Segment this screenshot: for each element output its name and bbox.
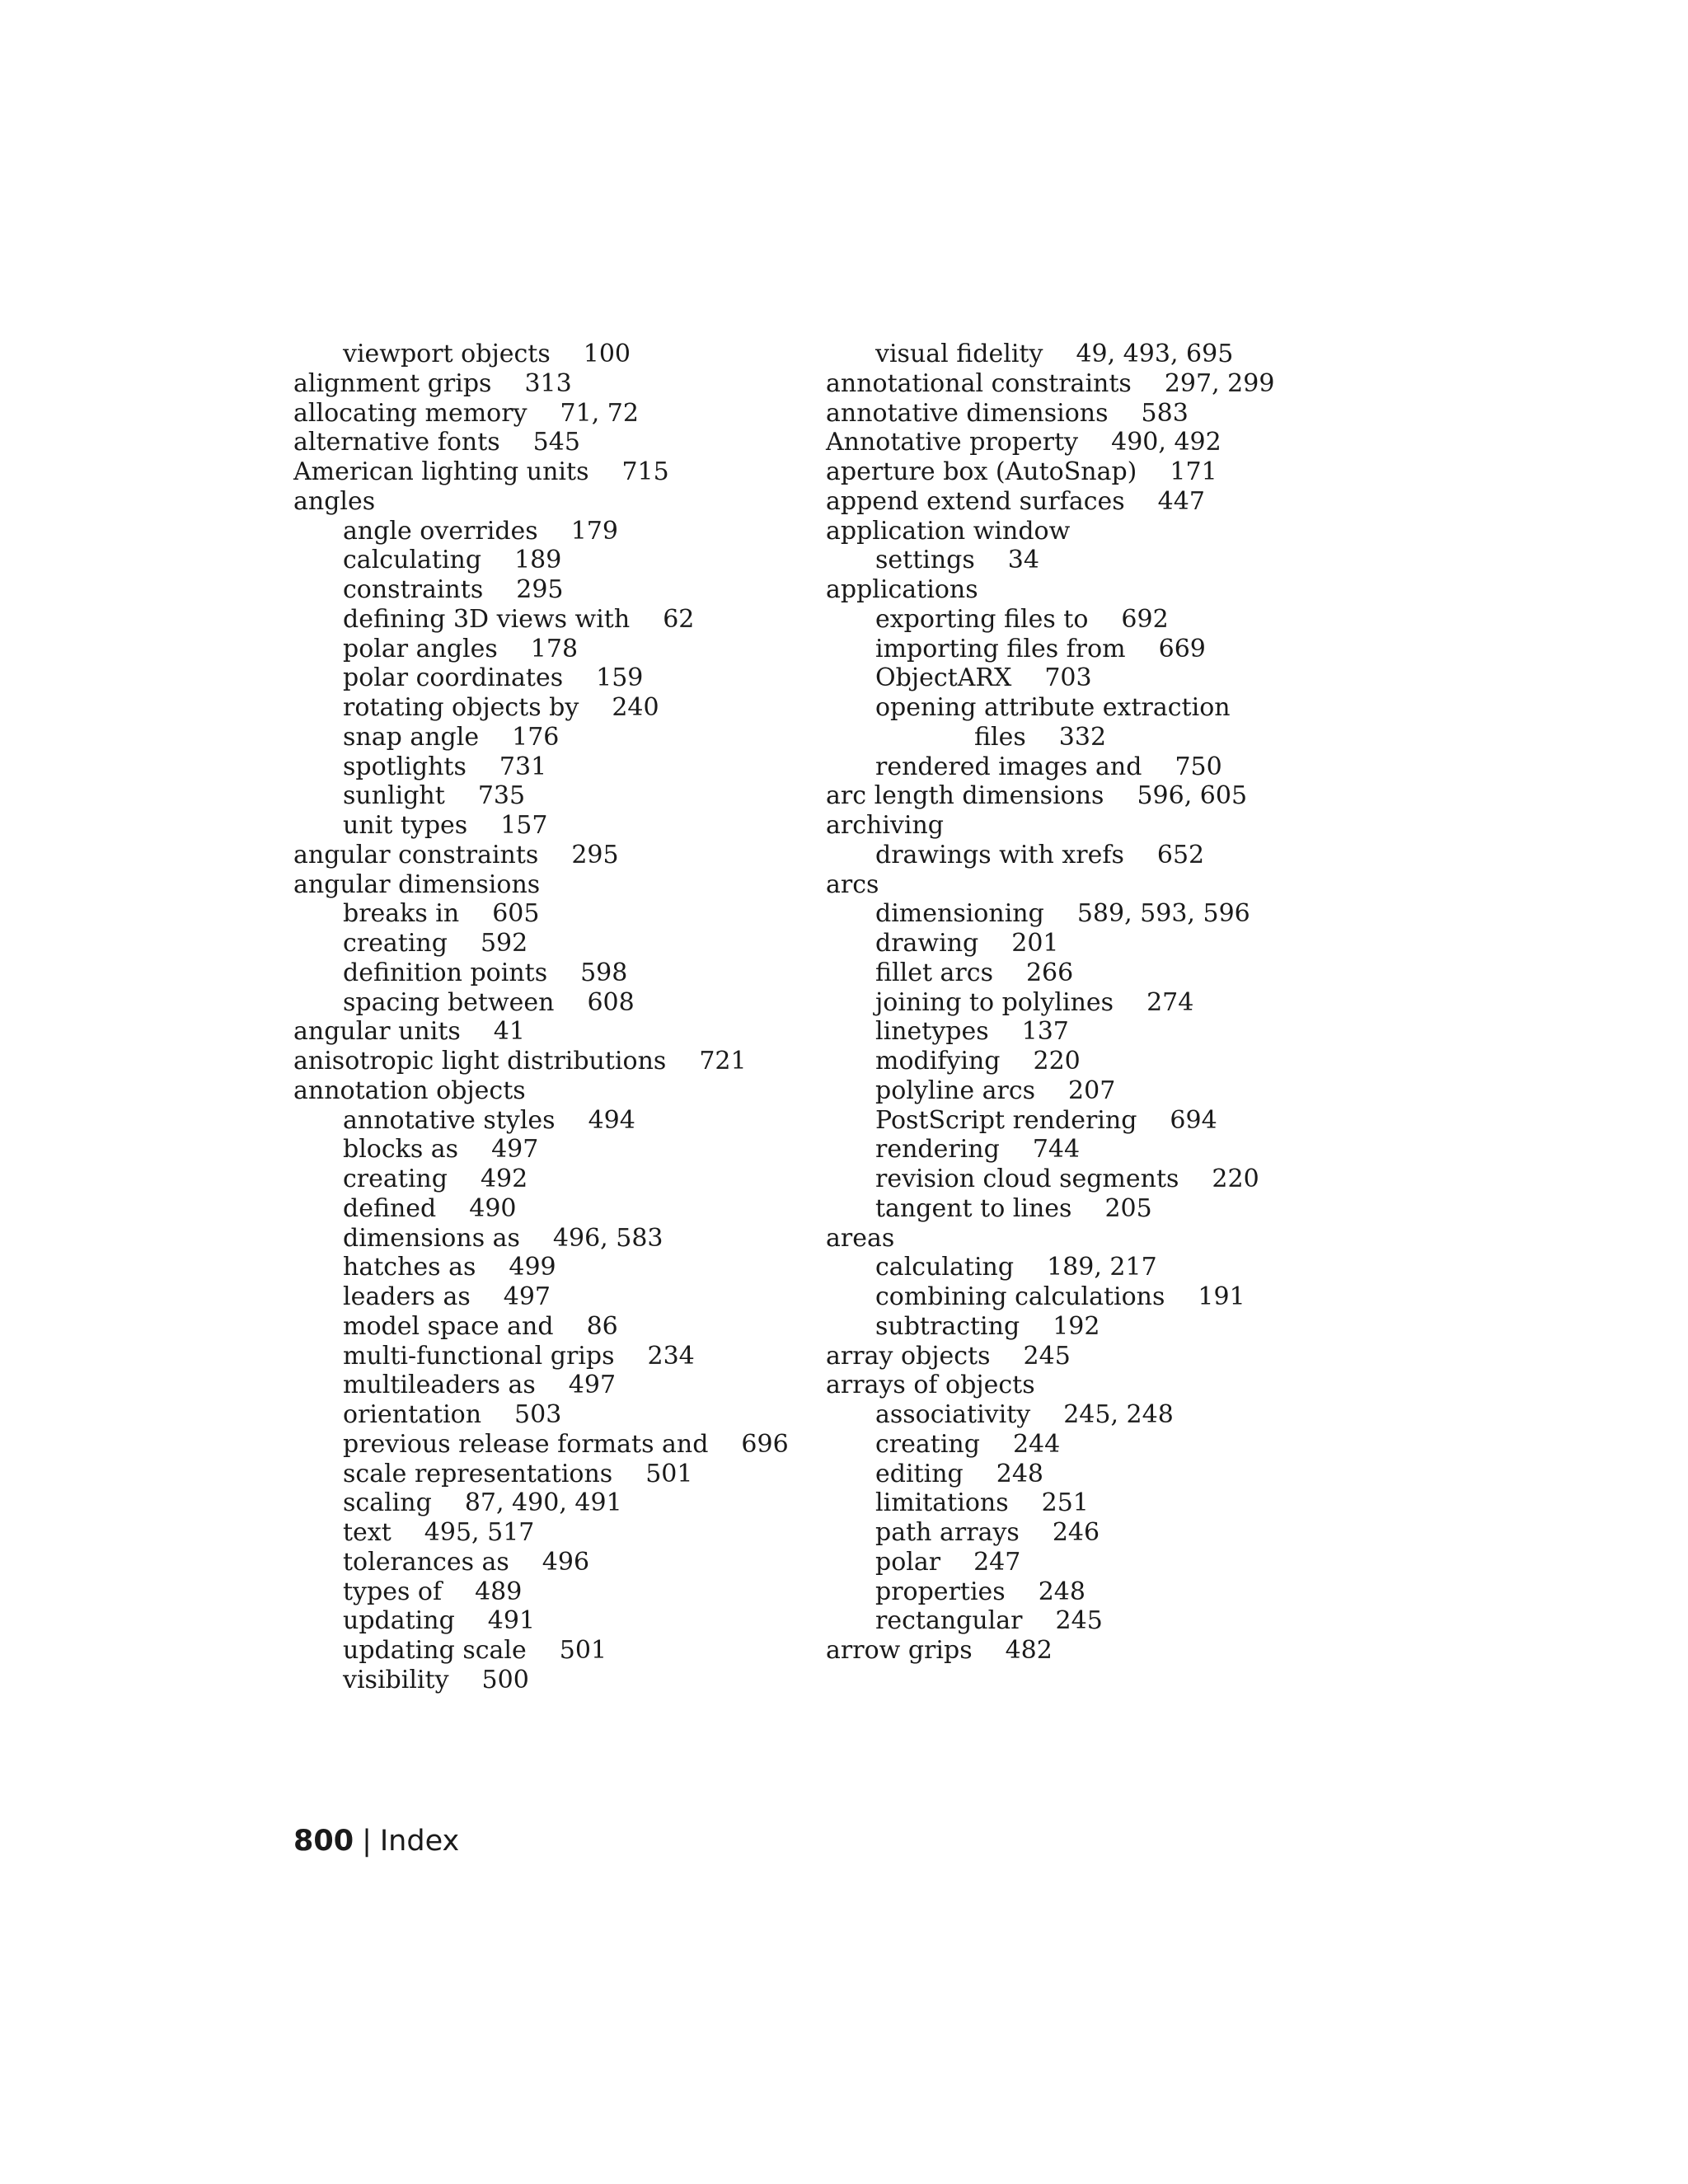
index-term: opening attribute extraction	[875, 693, 1231, 722]
index-page-refs: 583	[1141, 398, 1189, 428]
index-term: files	[974, 722, 1026, 752]
index-subentry	[293, 752, 804, 782]
index-page-refs: 598	[580, 958, 628, 987]
index-page-refs: 49, 493, 695	[1076, 340, 1234, 368]
index-subentry	[293, 1253, 804, 1282]
index-page-refs: 248	[996, 1459, 1043, 1488]
index-entry	[826, 1342, 1370, 1371]
index-term: angle overrides	[343, 516, 538, 546]
index-subentry	[293, 1165, 804, 1194]
index-page-refs: 157	[500, 811, 548, 840]
index-subentry	[293, 1636, 804, 1666]
index-page-refs: 34	[1007, 546, 1039, 575]
index-page-refs: 234	[647, 1341, 695, 1371]
index-subentry	[826, 1282, 1370, 1312]
index-subentry	[826, 752, 1370, 782]
index-term: combining calculations	[875, 1282, 1165, 1311]
index-term: updating scale	[343, 1636, 527, 1665]
index-term: rotating objects by	[343, 693, 579, 722]
index-term: drawing	[875, 929, 979, 958]
index-term: alignment grips	[293, 368, 492, 398]
index-entry	[826, 575, 1370, 605]
index-term: Annotative property	[826, 428, 1079, 457]
index-term: areas	[826, 1223, 895, 1253]
index-term: array objects	[826, 1341, 991, 1371]
index-subentry	[293, 723, 804, 752]
index-term: rectangular	[875, 1606, 1023, 1636]
index-page-refs: 248	[1038, 1577, 1085, 1606]
index-page-refs: 201	[1011, 929, 1059, 958]
index-subentry	[293, 1666, 804, 1695]
index-page-refs: 482	[1005, 1636, 1053, 1665]
index-page-refs: 495, 517	[424, 1518, 535, 1547]
index-term: scaling	[343, 1488, 432, 1518]
index-page-refs: 192	[1053, 1311, 1100, 1341]
index-subentry	[293, 1488, 804, 1518]
index-page-refs: 245, 248	[1063, 1400, 1174, 1429]
index-term: revision cloud segments	[875, 1165, 1179, 1193]
index-term: sunlight	[343, 781, 445, 811]
index-page-refs: 497	[503, 1282, 551, 1311]
index-subentry	[293, 1312, 804, 1342]
index-term: spotlights	[343, 752, 467, 781]
index-term: modifying	[875, 1047, 1001, 1076]
index-subentry	[293, 663, 804, 693]
index-term: path arrays	[875, 1518, 1020, 1547]
index-page-refs: 220	[1212, 1165, 1259, 1193]
index-page-refs: 503	[514, 1400, 562, 1429]
index-subentry	[826, 1194, 1370, 1224]
index-term: model space and	[343, 1311, 554, 1341]
index-term: ObjectARX	[875, 663, 1012, 693]
index-subentry	[826, 1106, 1370, 1136]
index-term: anisotropic light distributions	[293, 1047, 667, 1076]
index-entry	[293, 1047, 804, 1076]
index-term: angles	[293, 486, 376, 516]
index-term: application window	[826, 516, 1071, 546]
index-subentry	[826, 1430, 1370, 1460]
index-page-refs: 245	[1055, 1606, 1103, 1636]
index-term: polyline arcs	[875, 1076, 1036, 1105]
index-entry	[293, 457, 804, 487]
index-subentry	[826, 1135, 1370, 1165]
index-term: annotative dimensions	[826, 398, 1109, 428]
index-entry	[826, 487, 1370, 517]
index-entry	[826, 399, 1370, 429]
index-term: leaders as	[343, 1282, 471, 1311]
index-column-right	[826, 340, 1370, 1666]
index-page-refs: 735	[477, 781, 526, 811]
index-page-refs: 501	[645, 1459, 693, 1488]
index-page-refs: 244	[1012, 1429, 1061, 1459]
index-term: viewport objects	[343, 340, 551, 368]
index-term: visibility	[343, 1665, 449, 1694]
index-subentry	[826, 841, 1370, 870]
index-term: defined	[343, 1193, 437, 1223]
index-term: previous release formats and	[343, 1429, 709, 1459]
index-page-refs: 176	[512, 722, 560, 752]
index-page-refs: 332	[1058, 722, 1107, 752]
index-subentry	[826, 1312, 1370, 1342]
index-column-left	[293, 340, 804, 1695]
index-term: angular dimensions	[293, 869, 541, 899]
index-term: dimensioning	[875, 899, 1044, 929]
index-subentry	[293, 1460, 804, 1489]
index-page-refs: 596, 605	[1137, 781, 1248, 811]
index-page-refs: 731	[499, 752, 547, 781]
index-term: limitations	[875, 1488, 1009, 1518]
index-page-refs: 703	[1044, 663, 1092, 693]
index-page-refs: 87, 490, 491	[464, 1488, 622, 1518]
index-term: breaks in	[343, 899, 460, 929]
index-term: annotative styles	[343, 1105, 556, 1135]
index-subentry	[826, 546, 1370, 575]
index-page-refs: 501	[559, 1636, 607, 1665]
index-subentry	[293, 1518, 804, 1548]
index-page-refs: 694	[1170, 1105, 1217, 1135]
index-page-refs: 251	[1041, 1488, 1089, 1518]
index-term: multileaders as	[343, 1371, 536, 1400]
index-term: hatches as	[343, 1253, 476, 1282]
index-page-refs: 447	[1157, 486, 1205, 516]
index-page-refs: 494	[588, 1105, 635, 1135]
index-entry	[826, 428, 1370, 457]
index-term: arc length dimensions	[826, 781, 1104, 811]
index-subentry	[826, 988, 1370, 1018]
index-subentry	[293, 1371, 804, 1400]
index-page-refs: 240	[612, 693, 659, 722]
index-term: creating	[343, 929, 448, 958]
index-page-refs: 692	[1121, 604, 1169, 634]
index-term: rendered images and	[875, 752, 1142, 781]
index-term: updating	[343, 1606, 455, 1636]
index-term: calculating	[875, 1253, 1015, 1282]
index-page-refs: 721	[699, 1047, 747, 1076]
index-page-refs: 295	[571, 840, 619, 869]
index-term: applications	[826, 575, 978, 604]
index-page-refs: 497	[491, 1135, 539, 1165]
index-page-refs: 499	[509, 1253, 556, 1282]
index-subentry	[826, 1606, 1370, 1636]
index-page-refs: 245	[1023, 1341, 1071, 1371]
index-subentry	[826, 663, 1370, 693]
index-page-refs: 41	[493, 1017, 525, 1047]
index-term: text	[343, 1518, 392, 1547]
index-term: polar	[875, 1547, 941, 1577]
index-subentry	[826, 635, 1370, 664]
index-page-refs: 744	[1032, 1135, 1081, 1165]
index-term: polar angles	[343, 634, 498, 663]
index-page-refs: 295	[516, 575, 564, 604]
index-page-refs: 220	[1033, 1047, 1081, 1076]
index-page-refs: 497	[568, 1371, 617, 1400]
index-term: polar coordinates	[343, 663, 564, 693]
index-subentry	[293, 517, 804, 546]
index-term: archiving	[826, 811, 945, 840]
index-entry	[826, 457, 1370, 487]
index-subentry	[826, 693, 1370, 723]
index-page-refs: 178	[530, 634, 579, 663]
index-subentry	[293, 546, 804, 575]
page-number: 800	[293, 1825, 354, 1858]
index-term: unit types	[343, 811, 468, 840]
index-subentry	[826, 1460, 1370, 1489]
index-entry	[826, 870, 1370, 900]
index-subentry	[826, 1400, 1370, 1430]
index-term: blocks as	[343, 1135, 459, 1165]
index-term: annotational constraints	[826, 368, 1132, 398]
index-page-refs: 313	[524, 368, 572, 398]
index-term: calculating	[343, 546, 482, 575]
index-entry	[293, 428, 804, 457]
index-term: arcs	[826, 869, 879, 899]
index-term: exporting files to	[875, 604, 1089, 634]
index-entry	[293, 487, 804, 517]
index-page-refs: 266	[1025, 958, 1074, 987]
index-subentry	[293, 340, 804, 369]
index-subentry	[293, 1548, 804, 1577]
index-page-refs: 545	[532, 428, 580, 457]
index-term: tolerances as	[343, 1547, 509, 1577]
index-entry	[826, 1371, 1370, 1400]
index-page-refs: 696	[741, 1429, 789, 1459]
index-subentry	[293, 929, 804, 958]
index-page-refs: 71, 72	[560, 398, 639, 428]
index-subentry	[826, 605, 1370, 635]
index-subentry	[293, 811, 804, 841]
index-entry	[826, 781, 1370, 811]
index-subentry	[826, 958, 1370, 988]
index-entry	[293, 369, 804, 399]
index-page-refs: 247	[973, 1547, 1021, 1577]
page-footer	[293, 1823, 459, 1859]
index-term: editing	[875, 1459, 964, 1488]
index-page-refs: 274	[1146, 987, 1194, 1017]
index-subentry	[293, 1400, 804, 1430]
index-term: orientation	[343, 1400, 482, 1429]
index-subentry	[826, 1076, 1370, 1106]
index-page-refs: 490	[469, 1193, 517, 1223]
index-page-refs: 171	[1170, 457, 1217, 486]
index-subentry	[826, 1165, 1370, 1194]
index-term: settings	[875, 546, 975, 575]
index-subentry	[826, 1548, 1370, 1577]
index-term: joining to polylines	[875, 987, 1114, 1017]
index-page-refs: 489	[475, 1577, 523, 1606]
index-term: rendering	[875, 1135, 1000, 1165]
index-term: associativity	[875, 1400, 1031, 1429]
index-page-refs: 496	[542, 1547, 590, 1577]
index-subentry	[293, 693, 804, 723]
index-page-refs: 500	[481, 1665, 529, 1694]
index-term: angular constraints	[293, 840, 539, 869]
index-page-refs: 205	[1104, 1193, 1152, 1223]
index-subentry	[826, 1017, 1370, 1047]
index-entry	[826, 1224, 1370, 1254]
index-entry	[826, 369, 1370, 399]
index-page-refs: 715	[621, 457, 669, 486]
index-term: creating	[343, 1165, 448, 1193]
index-subentry	[293, 1135, 804, 1165]
index-term: fillet arcs	[875, 958, 993, 987]
index-subentry	[826, 340, 1370, 369]
index-subentry	[826, 1047, 1370, 1076]
index-subentry	[293, 988, 804, 1018]
footer-section-title: Index	[379, 1825, 460, 1858]
index-term: alternative fonts	[293, 428, 500, 457]
index-entry	[293, 841, 804, 870]
index-term: arrays of objects	[826, 1371, 1035, 1400]
index-term: linetypes	[875, 1017, 989, 1047]
index-page-refs: 246	[1052, 1518, 1100, 1547]
index-page-refs: 491	[487, 1606, 536, 1636]
index-page-refs: 608	[587, 987, 635, 1017]
index-subentry	[826, 929, 1370, 958]
index-term: scale representations	[343, 1459, 613, 1488]
index-subentry	[293, 605, 804, 635]
index-page-refs: 86	[586, 1311, 618, 1341]
index-page-refs: 490, 492	[1111, 428, 1221, 457]
index-term: annotation objects	[293, 1076, 526, 1105]
index-subentry	[293, 575, 804, 605]
index-page-refs: 189, 217	[1047, 1253, 1157, 1282]
index-subentry	[293, 1282, 804, 1312]
index-term: types of	[343, 1577, 443, 1606]
index-page-refs: 592	[480, 929, 528, 958]
index-term: importing files from	[875, 634, 1126, 663]
index-subentry	[293, 1606, 804, 1636]
index-term: creating	[875, 1429, 980, 1459]
index-entry	[293, 1017, 804, 1047]
index-term: spacing between	[343, 987, 555, 1017]
index-page-refs: 605	[492, 899, 540, 929]
index-term: PostScript rendering	[875, 1105, 1137, 1135]
index-term: definition points	[343, 958, 548, 987]
index-page-refs: 100	[583, 340, 631, 368]
index-term: dimensions as	[343, 1223, 520, 1253]
index-entry	[826, 1636, 1370, 1666]
index-subentry	[293, 1224, 804, 1254]
index-page-refs: 750	[1175, 752, 1222, 781]
index-term: snap angle	[343, 722, 480, 752]
index-subentry	[826, 899, 1370, 929]
index-term: angular units	[293, 1017, 461, 1047]
index-page-refs: 159	[596, 663, 644, 693]
index-term: visual fidelity	[875, 340, 1043, 368]
index-subentry	[826, 723, 1370, 752]
index-entry	[826, 517, 1370, 546]
index-subentry	[826, 1577, 1370, 1607]
index-page-refs: 179	[570, 516, 618, 546]
index-term: allocating memory	[293, 398, 528, 428]
index-term: properties	[875, 1577, 1006, 1606]
index-term: American lighting units	[293, 457, 589, 486]
index-subentry	[293, 1342, 804, 1371]
index-page-refs: 191	[1198, 1282, 1245, 1311]
index-term: arrow grips	[826, 1636, 973, 1665]
index-page-refs: 492	[480, 1165, 528, 1193]
index-term: multi-functional grips	[343, 1341, 615, 1371]
index-entry	[826, 811, 1370, 841]
index-term: defining 3D views with	[343, 604, 631, 634]
index-term: tangent to lines	[875, 1193, 1072, 1223]
index-page-refs: 297, 299	[1164, 368, 1275, 398]
footer-separator: |	[362, 1825, 372, 1858]
index-subentry	[293, 635, 804, 664]
index-subentry	[293, 1106, 804, 1136]
index-subentry	[293, 899, 804, 929]
index-term: constraints	[343, 575, 484, 604]
index-page-refs: 589, 593, 596	[1076, 899, 1250, 929]
index-subentry	[293, 1577, 804, 1607]
index-entry	[293, 1076, 804, 1106]
index-page-refs: 137	[1021, 1017, 1069, 1047]
index-subentry	[293, 781, 804, 811]
index-subentry	[293, 958, 804, 988]
index-term: drawings with xrefs	[875, 840, 1124, 869]
index-entry	[293, 870, 804, 900]
index-page-refs: 652	[1156, 840, 1205, 869]
index-page-refs: 189	[514, 546, 562, 575]
index-term: append extend surfaces	[826, 486, 1125, 516]
index-subentry	[826, 1253, 1370, 1282]
index-subentry	[826, 1488, 1370, 1518]
index-page-refs: 62	[663, 604, 695, 634]
index-term: subtracting	[875, 1311, 1020, 1341]
index-subentry	[293, 1194, 804, 1224]
index-page-refs: 669	[1158, 634, 1206, 663]
index-subentry	[826, 1518, 1370, 1548]
index-page-refs: 496, 583	[552, 1223, 663, 1253]
index-entry	[293, 399, 804, 429]
index-term: aperture box (AutoSnap)	[826, 457, 1137, 486]
index-page-refs: 207	[1068, 1076, 1116, 1105]
index-subentry	[293, 1430, 804, 1460]
